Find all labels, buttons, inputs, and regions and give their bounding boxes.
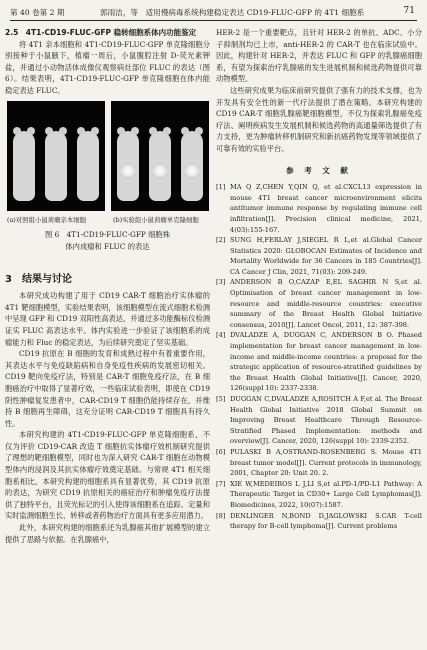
reference-item: [7] XIE W,MEDEIROS L J,LI S,et al.PD-1/PD-L1 Pathway: A Therapeutic Target in CD30+ Large Cell Lymphomas[J]. Biomedicines, 2022, 10(07):1587. xyxy=(216,479,422,509)
reference-item: [4] DVALADZE A, DUGGAN C, ANDERSON B O. Phased implementation for breast cancer management in low-income and middle-income countries: a proposal for the strategic application of resource-stratified guidelines by the Breast Health Global Initiative[J]. Cancer, 2020, 126(suppl 10): 2337-2338. xyxy=(216,331,422,393)
mouse xyxy=(13,131,35,201)
bioluminescence-signal xyxy=(185,163,199,179)
paragraph: HER-2 是一个重要靶点，且针对 HER-2 的单抗、ADC、小分子抑制剂均已上市，anti-HER-2 的 CAR-T 也在临床试验中。因此，构建针对 HER-2，并表达 FLUC 和 GFP 的乳腺癌细胞系，有望为探索治疗乳腺癌的发生进展机制和候选药物提供可靠动物模型。 xyxy=(216,28,422,84)
reference-item: [1] MA Q Z,CHEN Y,QIN Q, et al.CXCL13 expression in mouse 4T1 breast cancer microenvironment elicits antitumor immune response by regulating immune cell infiltration[J]. Precision clinical medicine, 2021, 4(03):155-167. xyxy=(216,183,422,234)
figure-caption-line-2: 体内成瘤和 FLUC 的表达 xyxy=(65,241,150,251)
image-panel-b xyxy=(111,101,209,211)
paragraph: CD19 抗原在 B 细胞的发育和成熟过程中有着重要作用，其表达水平与免疫缺陷病和自身免疫性疾病的发展密切相关。CD19 靶向免疫疗法，特别是 CAR-T 细胞免疫疗法，在 B 细胞癌治疗中取得了显著疗效，一些临床试验表明，即使在 CD19 阴性肿瘤复发患者中，CAR-CD19 T 细胞仍能持续存在，并维持 B 细胞再生障碍，这充分证明 CAR-CD19 T 细胞具有持久性。 xyxy=(5,349,210,428)
running-header xyxy=(10,5,417,20)
figure-caption xyxy=(5,229,210,253)
paragraph: 此外，本研究构建的细胞系还为乳腺癌其他扩展模型的建立提供了思路与依据。在乳腺癌中， xyxy=(5,523,210,544)
reference-item: [2] SUNG H,FERLAY J,SIEGEL R L,et al.Global Cancer Statistics 2020: GLOBOCAN Estimates of Incidence and Mortality Worldwide for 36 Cancers in 185 Countries[J]. CA Cancer J Clin, 2021, 71(03): 209-249. xyxy=(216,236,422,276)
section-heading-2-5: 2.5 4T1-CD19-FLUC-GFP 稳转细胞系体内功能鉴定 xyxy=(5,28,197,37)
references-heading: 参 考 文 献 xyxy=(286,165,352,175)
paragraph: 本研究成功构建了用于 CD19 CAR-T 细胞治疗实体瘤的 4T1 靶细胞模型，实验结果表明，该细胞模型在流式细胞术检测中呈现 GFP 和 CD19 双阳性高表达，并通过多功能酶标仪检测证实 FLUC 高表达水平。体内实验进一步验证了该细胞系的成瘤能力和 Fluc 的稳定表达，为后续研究奠定了坚实基础。 xyxy=(5,291,211,347)
bioluminescence-signal xyxy=(121,163,135,179)
mouse xyxy=(181,131,203,201)
reference-item: [6] PULASKI B A,OSTRAND-ROSENBERG S. Mouse 4T1 breast tumor model[J]. Current protocols in immunology, 2001, Chapter 20: Unit 20. 2. xyxy=(216,447,422,478)
paragraph: 将 4T1 亲本细胞和 4T1-CD19-FLUC-GFP 单克隆细胞分别接种于小鼠腋下，植瘤一周后，小鼠腹腔注射 D-荧光素钾盐，并通过小动物活体成像仪观察病灶部位 FLUC 的表达（图 6）。结果表明，4T1-CD19-FLUC-GFP 单克隆细胞在体内能稳定表达 FLUC。 xyxy=(5,39,210,95)
subcaption-b: (b)实验组小鼠荷瘤单克隆细胞 xyxy=(113,215,199,224)
paragraph: 这些研究成果为临床前研究提供了强有力的技术支撑，也为开发具有安全性的新一代疗法提供了潜在策略。本研究构建的 CD19 CAR-T 细胞乳腺癌靶细胞模型，不仅为探索乳腺癌免疫疗法、阐明疾病发生发展机制和候选药物的高通量筛选提供了有力支持，更为肿瘤转移机制研究和新抗癌药物发现等领域提供了可靠有效的实验平台。 xyxy=(216,85,422,153)
running-title: 郭雨洁，等 适用慢病毒系统构建稳定表达 CD19-FLUC-GFP 的 4T1 细胞系 xyxy=(100,8,365,17)
section-heading-3: 3 结果与讨论 xyxy=(5,273,72,285)
subcaption-a: (a)对照组小鼠荷瘤亲本细胞 xyxy=(7,215,87,224)
header-rule xyxy=(10,20,417,21)
mouse xyxy=(149,131,171,201)
reference-list xyxy=(216,182,422,532)
page-number: 71 xyxy=(403,6,415,16)
figure-6 xyxy=(5,101,210,267)
figure-caption-line-1: 图 6 4T1-CD19-FLUC-GFP 细胞株 xyxy=(44,229,171,239)
right-column xyxy=(216,27,422,532)
mouse xyxy=(117,131,139,201)
bioluminescence-signal xyxy=(153,163,167,179)
mouse xyxy=(45,131,67,201)
journal-volume: 第 40 卷第 2 期 xyxy=(10,8,65,17)
reference-item: [8] DENLINGER N,BOND D,JAGLOWSKI S.CAR T-cell therapy for B-cell lymphoma[J]. Current problems xyxy=(216,511,422,531)
paragraph: 本研究构建的 4T1-CD19-FLUC-GFP 单克隆细胞系，不仅为评价 CD19-CAR 改造 T 细胞抗实体瘤疗效机制研究提供了理想的靶细胞模型，同时也为深入研究 CAR-T 细胞在动物模型体内的浸润及其抗实体瘤疗效奠定基础。与常规 4T1 相关细胞系相比，本研究构建的细胞系具有显著优势，其 CD19 抗原的表达，为研究 CD19 抗原相关的癌症治疗和肿瘤免疫疗法提供了独特平台，且荧光标记的引入使得该细胞系在追踪、定量和实时监测细胞生长、转移或者药物治疗方面具有更多应用潜力。 xyxy=(5,430,210,521)
left-column xyxy=(5,27,210,545)
reference-item: [5] DUGGAN C,DVALADZE A,ROSITCH A F,et al. The Breast Health Global Initiative 2018 Global Summit on Improving Breast Healthcare Through Resource-Stratified Phased Implementation: methods and overview[J]. Cancer, 2020, 126(suppl 10): 2339-2352. xyxy=(216,395,422,446)
reference-item: [3] ANDERSON B O,CAZAP E,EL SAGHIR N S,et al. Optimisation of breast cancer management in low-resource and middle-resource countries: executive summary of the Breast Health Global Initiative consensus, 2010[J]. Lancet Oncol, 2011, 12: 387-398. xyxy=(216,278,422,329)
mouse xyxy=(77,131,99,201)
image-panel-a xyxy=(7,101,105,211)
